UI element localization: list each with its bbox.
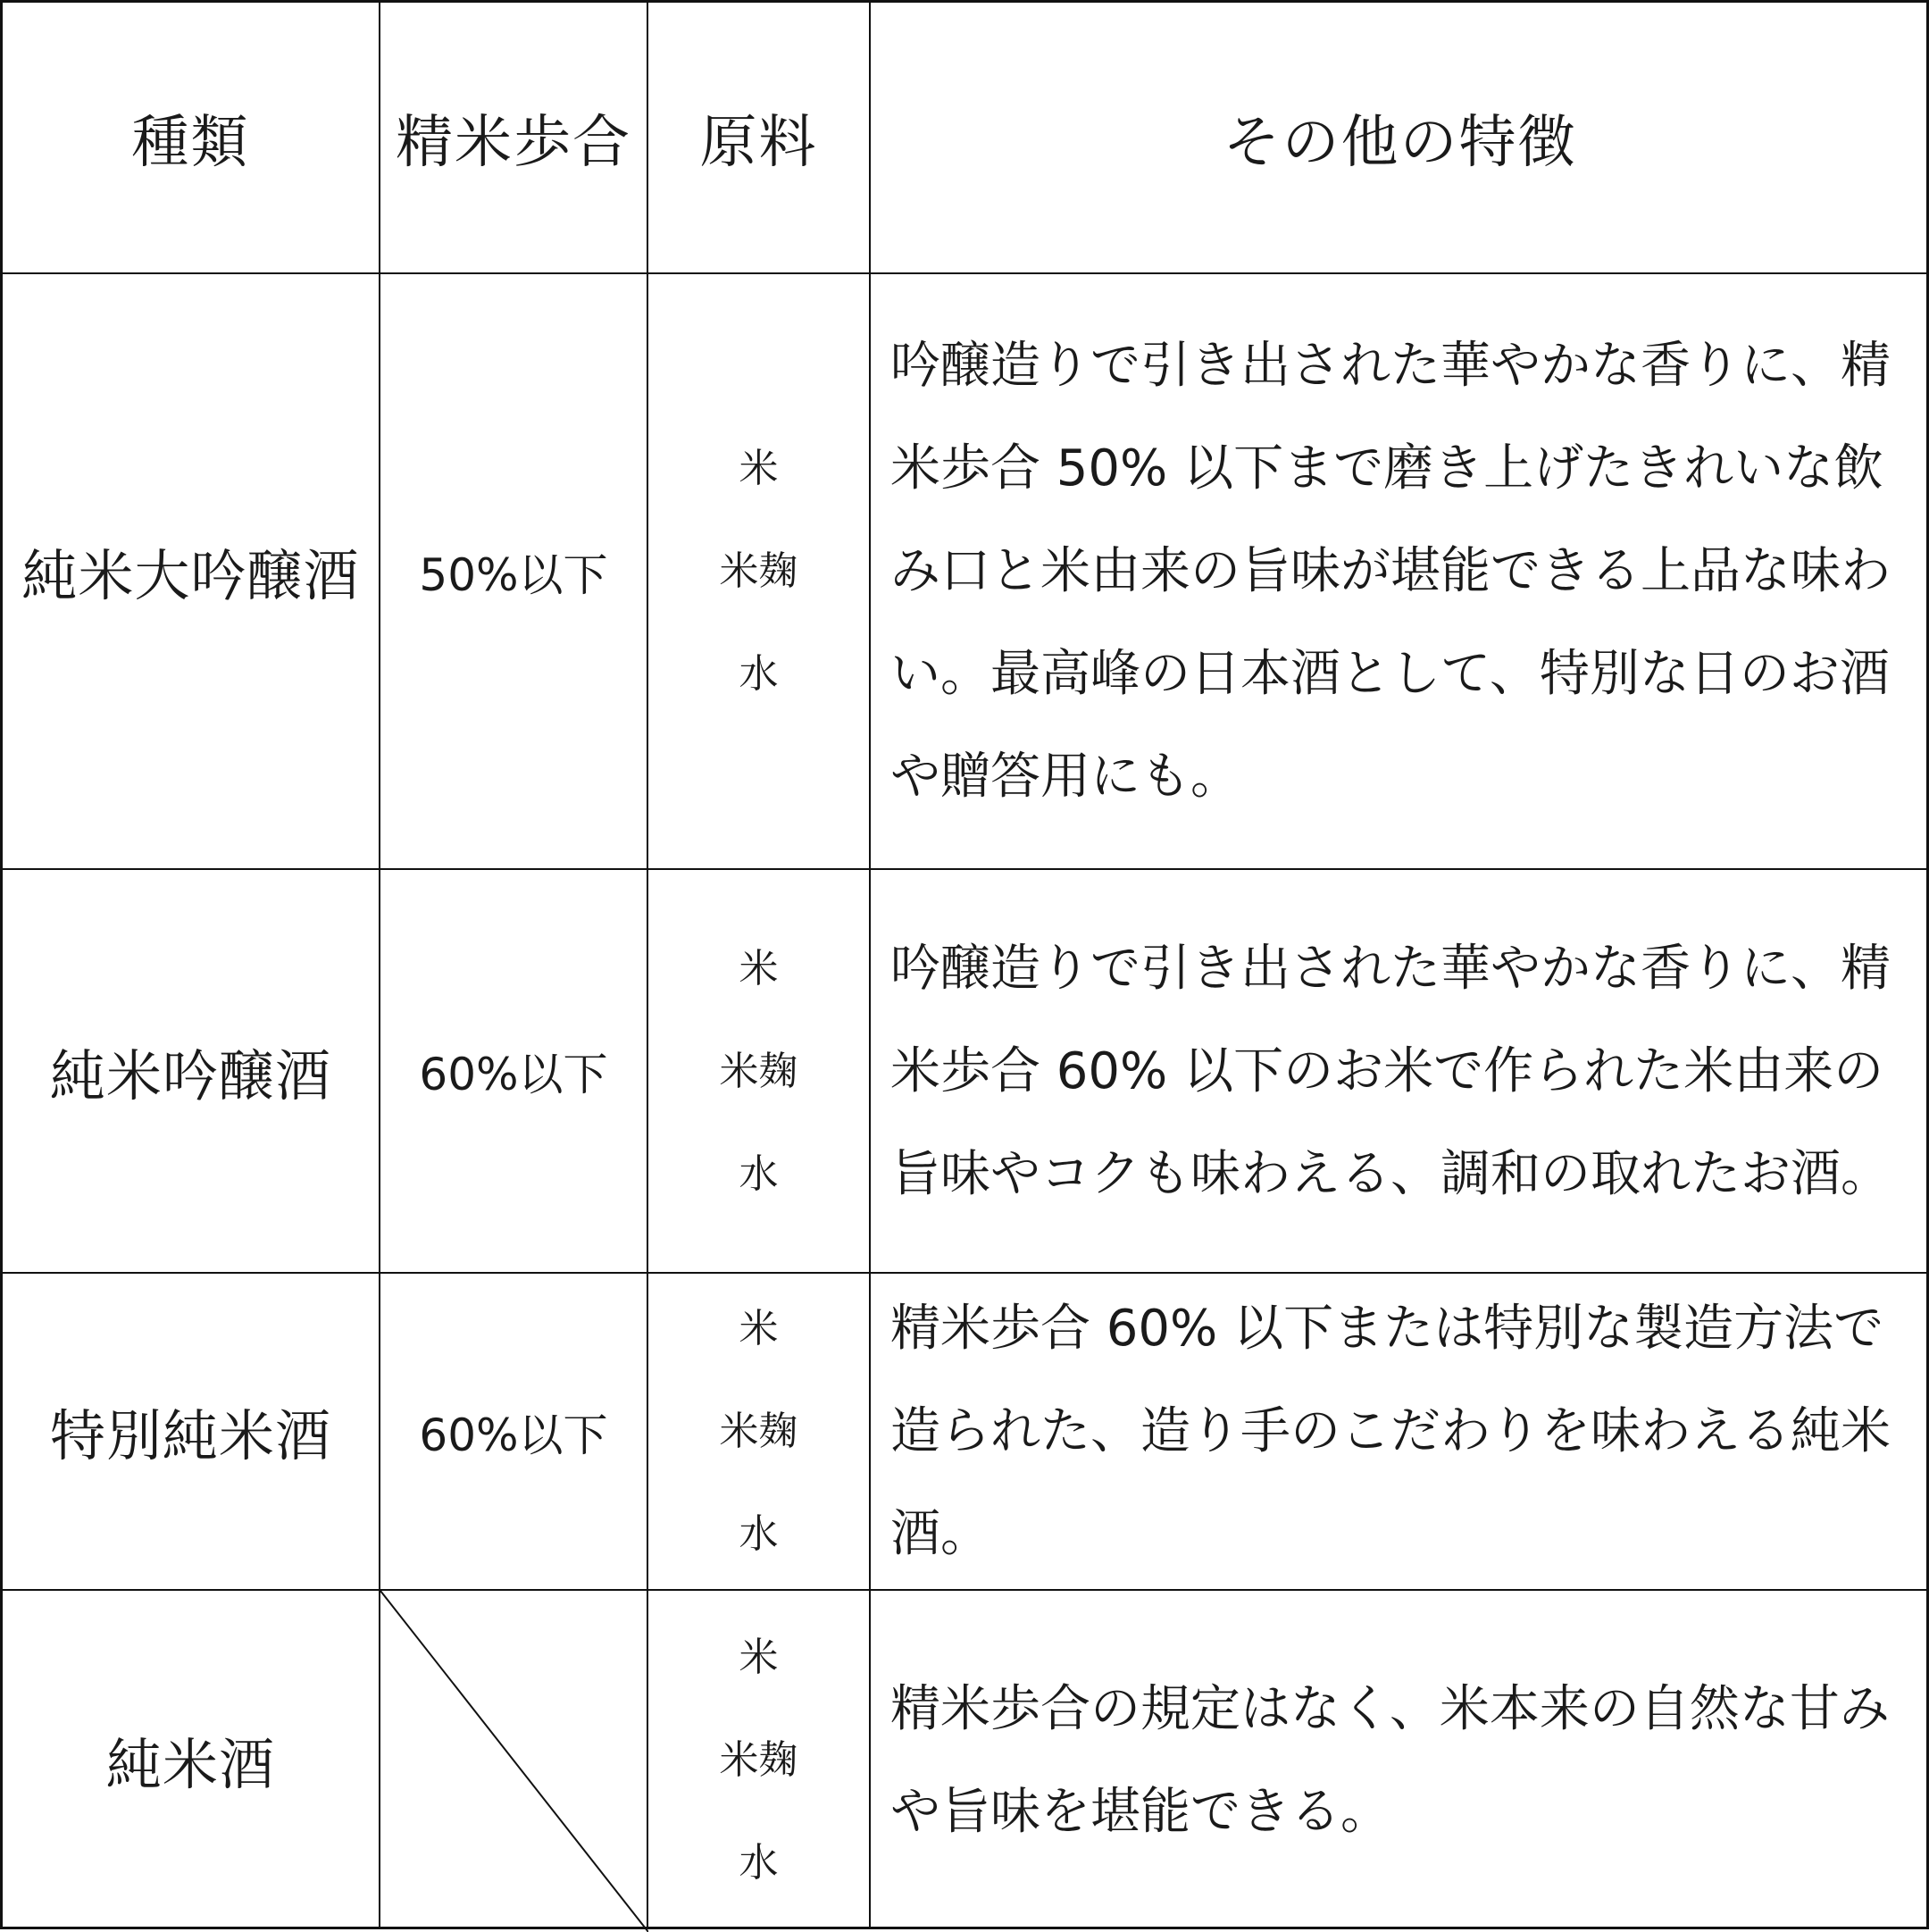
ingredient-item: 米	[739, 1635, 779, 1680]
ingredient-item: 水	[739, 1840, 779, 1886]
ingredient-item: 水	[739, 1511, 779, 1557]
ingredient-item: 米麹	[719, 548, 798, 594]
features-cell: 精米歩合 60% 以下または特別な製造方法で造られた、造り手のこだわりを味わえる純米酒。	[890, 1300, 1891, 1563]
ingredient-item: 米	[739, 945, 779, 991]
features-cell: 精米歩合の規定はなく、米本来の自然な甘みや旨味を堪能できる。	[890, 1679, 1890, 1841]
header-features: その他の特徴	[1223, 110, 1577, 176]
sake-type-cell: 純米吟醸酒	[49, 1042, 331, 1108]
ingredient-item: 米	[739, 446, 779, 491]
ingredients-cell	[648, 1591, 869, 1929]
features-cell: 吟醸造りで引き出された華やかな香りに、精米歩合 50% 以下まで磨き上げたきれいな飲み口と米由来の旨味が堪能できる上品な味わい。最高峰の日本酒として、特別な日のお酒や贈答用にも。	[890, 337, 1891, 806]
header-type: 種類	[131, 110, 250, 176]
ingredient-item: 米麹	[719, 1048, 798, 1094]
not-applicable-slash	[380, 1591, 648, 1932]
polishing-ratio-cell: 60%以下	[419, 1409, 608, 1461]
polishing-ratio-cell: 50%以下	[419, 548, 608, 601]
ingredients-cell	[648, 274, 869, 868]
sake-type-cell: 特別純米酒	[49, 1403, 331, 1468]
sake-type-cell: 純米酒	[105, 1732, 275, 1797]
features-cell: 吟醸造りで引き出された華やかな香りに、精米歩合 60% 以下のお米で作られた米由来の旨味やコクも味わえる、調和の取れたお酒。	[890, 939, 1891, 1203]
header-polishing-ratio: 精米歩合	[396, 110, 631, 176]
ingredient-item: 米麹	[719, 1737, 798, 1783]
sake-type-cell: 純米大吟醸酒	[21, 543, 360, 608]
header-ingredients: 原料	[699, 110, 818, 176]
ingredients-cell	[648, 870, 869, 1272]
ingredients-cell	[648, 1274, 869, 1589]
polishing-ratio-cell: 60%以下	[419, 1049, 608, 1100]
ingredient-item: 米	[739, 1306, 779, 1351]
ingredient-item: 水	[739, 1150, 779, 1197]
ingredient-item: 水	[739, 651, 779, 697]
ingredient-item: 米麹	[719, 1409, 798, 1454]
